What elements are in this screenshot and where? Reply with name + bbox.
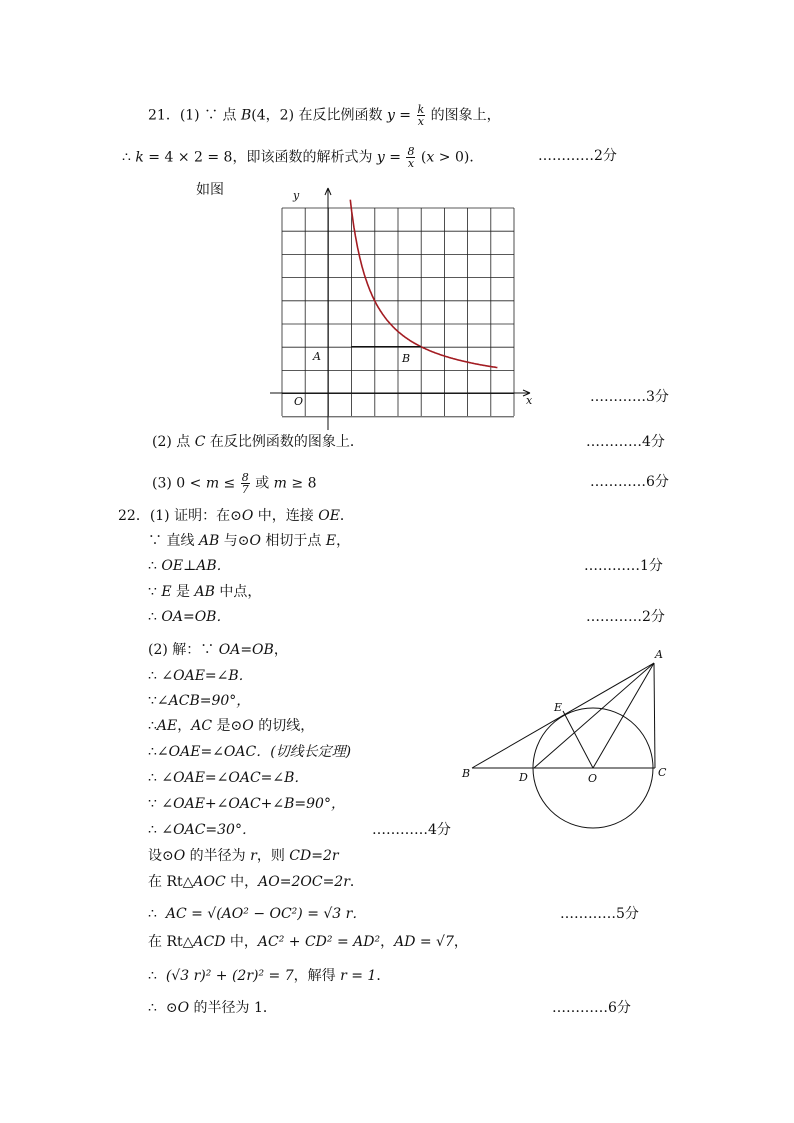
- numerator: 8: [241, 471, 249, 484]
- y-axis-label: y: [293, 189, 300, 202]
- line-BA: [472, 663, 654, 768]
- denominator: x: [407, 157, 415, 170]
- text: O: [241, 508, 254, 524]
- because-symbol: ∵: [148, 796, 157, 812]
- text: 中，: [225, 934, 258, 950]
- text: 21．(1) ∵ 点: [148, 107, 241, 124]
- q22-line-15: [148, 872, 364, 892]
- q22-line-6: [148, 640, 288, 660]
- because-symbol: ∵: [148, 693, 157, 709]
- text: B: [241, 107, 252, 124]
- text: AC = √(AO² − OC²) = √3 r．: [165, 906, 367, 922]
- therefore-symbol: ∴: [148, 558, 157, 574]
- text: ≤: [219, 475, 240, 492]
- text: = 4 × 2 = 8，即该函数的解析式为: [143, 149, 377, 166]
- q22-line-19: [148, 998, 277, 1018]
- q22-line-7: [148, 666, 253, 686]
- therefore-symbol: ∴: [148, 822, 157, 838]
- q22-line-2: [148, 531, 350, 551]
- score-mark: …………4分: [372, 822, 451, 838]
- label-C: C: [658, 766, 667, 779]
- q22-line-4: [148, 582, 261, 602]
- text: 22．(1) 证明：在⊙: [118, 508, 242, 524]
- text: ，: [380, 934, 395, 950]
- text: O: [249, 533, 261, 549]
- denominator: 7: [241, 483, 249, 496]
- text: E: [161, 584, 172, 600]
- text: AC: [191, 718, 213, 734]
- text: 或: [250, 475, 274, 492]
- q22-geometry-figure: [458, 645, 688, 835]
- text: m: [273, 475, 287, 492]
- text: ，: [336, 533, 351, 549]
- text: 是: [171, 584, 195, 600]
- fraction-8-over-x: [406, 146, 415, 169]
- text: 中点，: [214, 584, 262, 600]
- score-mark: …………6分: [552, 1000, 631, 1016]
- text: ．: [339, 508, 354, 524]
- therefore-symbol: ∴: [148, 744, 157, 760]
- text: AOC: [193, 874, 226, 890]
- text: ∠OAE+∠OAC+∠B=90°，: [161, 796, 345, 812]
- q22-line-3: [148, 556, 231, 576]
- q22-line-17: [148, 932, 468, 952]
- q21-function-graph: [262, 182, 542, 432]
- line-EO: [563, 711, 593, 768]
- q22-line-16: [148, 904, 366, 924]
- text: y: [386, 107, 395, 124]
- text: AB: [198, 533, 220, 549]
- line-AD: [534, 663, 654, 768]
- text: ∵ 直线: [148, 533, 199, 549]
- text: OA=OB．: [161, 609, 231, 625]
- q22-line-8: [148, 691, 250, 711]
- text: ，解得: [293, 968, 341, 984]
- text: ．: [349, 874, 364, 890]
- text: ．: [376, 968, 391, 984]
- therefore-symbol: ∴: [148, 770, 157, 786]
- label-O: O: [588, 772, 598, 785]
- score-mark: …………3分: [590, 389, 669, 405]
- text: =: [384, 149, 406, 166]
- text: ，: [453, 934, 468, 950]
- text: 在反比例函数的图象上．: [205, 434, 364, 450]
- text: ∠OAE=∠B．: [161, 668, 253, 684]
- text: m: [205, 475, 220, 492]
- text: ∵: [148, 584, 162, 600]
- score-mark: …………6分: [590, 474, 669, 490]
- text: ⊙: [165, 1000, 178, 1016]
- point-A-label: A: [313, 350, 321, 363]
- score-mark: …………2分: [538, 148, 617, 164]
- q22-line-12: [148, 794, 345, 814]
- text: (: [416, 149, 427, 166]
- text: x: [426, 149, 435, 166]
- q21-part2-line: [152, 432, 364, 452]
- text: OE⊥AB．: [161, 558, 231, 574]
- text: CD=2r: [289, 848, 339, 864]
- text: AD = √7: [394, 934, 454, 950]
- text: (3) 0 <: [152, 475, 206, 492]
- q21-part3-line: [152, 472, 316, 495]
- text: 的半径为 1．: [189, 1000, 277, 1016]
- text: (4，2) 在反比例函数: [251, 107, 387, 124]
- text: ∠OAE=∠OAC．(切线长定理): [156, 744, 352, 760]
- text: ≥ 8: [286, 475, 317, 492]
- text: OA=OB: [218, 642, 274, 658]
- text: =: [394, 107, 416, 124]
- q22-line-13: [148, 820, 256, 840]
- q21-ruhe-label: 如图: [196, 182, 224, 198]
- text: AO=2OC=2r: [258, 874, 350, 890]
- label-D: D: [519, 771, 528, 784]
- text: 中，连接: [253, 508, 319, 524]
- inverse-proportion-curve: [350, 200, 497, 368]
- fraction-k-over-x: [417, 104, 426, 127]
- x-axis-label: x: [526, 394, 533, 407]
- fraction-8-over-7: [241, 472, 250, 495]
- therefore-symbol: ∴: [148, 609, 157, 625]
- text: OE: [318, 508, 340, 524]
- text: 的切线，: [253, 718, 315, 734]
- text: ，则: [256, 848, 290, 864]
- q22-line-9: [148, 716, 314, 736]
- text: ∠OAE=∠OAC=∠B．: [161, 770, 309, 786]
- therefore-symbol: ∴: [148, 968, 157, 984]
- text: (2) 点: [152, 434, 195, 450]
- text: AE: [156, 718, 178, 734]
- text: ∴: [122, 149, 136, 166]
- text: 是⊙: [212, 718, 243, 734]
- score-mark: …………2分: [586, 609, 665, 625]
- text: O: [177, 1000, 190, 1016]
- text: AB: [194, 584, 215, 600]
- q22-line-1: [118, 506, 354, 526]
- point-B-label: B: [402, 352, 411, 365]
- text: y: [376, 149, 385, 166]
- text: O: [242, 718, 254, 734]
- text: E: [325, 533, 337, 549]
- therefore-symbol: ∴: [148, 668, 157, 684]
- q22-line-11: [148, 768, 308, 788]
- numerator: 8: [407, 145, 415, 158]
- score-mark: …………4分: [586, 434, 665, 450]
- q21-part1-result-line: [122, 146, 483, 169]
- text: k: [135, 149, 144, 166]
- text: AC² + CD² = AD²: [257, 934, 381, 950]
- text: 的半径为: [185, 848, 251, 864]
- text: 相切于点: [260, 533, 326, 549]
- denominator: x: [417, 115, 424, 128]
- text: 的图象上，: [426, 107, 501, 124]
- text: r = 1: [340, 968, 377, 984]
- origin-label: O: [294, 395, 304, 408]
- text: ，: [273, 642, 288, 658]
- label-A: A: [655, 648, 663, 661]
- text: O: [173, 848, 186, 864]
- text: 中，: [225, 874, 259, 890]
- q22-line-5: [148, 607, 230, 627]
- q22-line-18: [148, 966, 390, 986]
- label-E: E: [554, 701, 563, 714]
- therefore-symbol: ∴: [148, 718, 157, 734]
- text: > 0)．: [434, 149, 484, 166]
- numerator: k: [417, 103, 425, 116]
- grid-lines: [282, 208, 514, 417]
- text: ACD: [193, 934, 226, 950]
- text: C: [194, 434, 206, 450]
- text: ∠ACB=90°，: [156, 693, 251, 709]
- score-mark: …………1分: [584, 558, 663, 574]
- line-AC: [654, 663, 655, 768]
- label-B: B: [462, 767, 471, 780]
- text: ∠OAC=30°．: [161, 822, 256, 838]
- text: (√3 r)² + (2r)² = 7: [165, 968, 294, 984]
- text: 在 Rt△: [148, 934, 194, 950]
- text: 与⊙: [219, 533, 250, 549]
- text: 设⊙: [148, 848, 174, 864]
- text: ，: [177, 718, 192, 734]
- q22-line-10: [148, 742, 351, 762]
- q21-part1-line: [148, 104, 501, 127]
- therefore-symbol: ∴: [148, 906, 157, 922]
- therefore-symbol: ∴: [148, 1000, 157, 1016]
- q22-line-14: [148, 846, 339, 866]
- text: r: [250, 848, 257, 864]
- score-mark: …………5分: [560, 906, 639, 922]
- text: 在 Rt△: [148, 874, 194, 890]
- text: (2) 解：∵: [148, 642, 219, 658]
- line-AO: [593, 663, 654, 768]
